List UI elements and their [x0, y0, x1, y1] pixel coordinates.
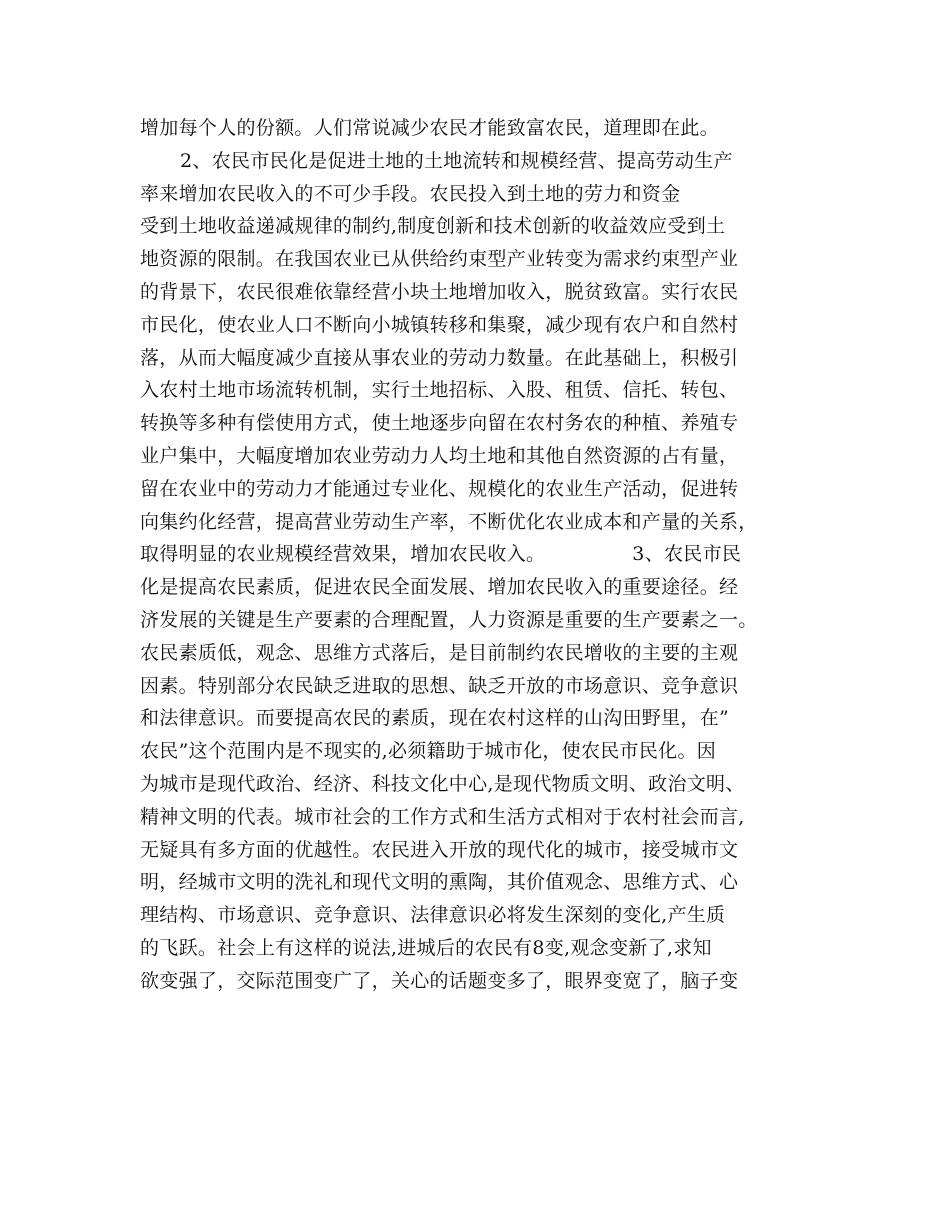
text-line: 和法律意识。而要提高农民的素质，现在农村这样的山沟田野里，在”	[140, 707, 730, 730]
text-line: 农民素质低，观念、思维方式落后，是目前制约农民增收的主要的主观	[140, 641, 739, 664]
text-line: 济发展的关键是生产要素的合理配置，人力资源是重要的生产要素之一。	[140, 608, 758, 631]
text-line: 理结构、市场意识、竞争意识、法律意识必将发生深刻的变化,产生质	[140, 904, 726, 927]
text-line: 取得明显的农业规模经营效果，增加农民收入。 3、农民市民	[140, 543, 742, 566]
text-line: 受到土地收益递减规律的制约,制度创新和技术创新的收益效应受到土	[140, 215, 726, 238]
text-line: 落，从而大幅度减少直接从事农业的劳动力数量。在此基础上，积极引	[140, 346, 739, 369]
text-line: 留在农业中的劳动力才能通过专业化、规模化的农业生产活动，促进转	[140, 477, 739, 500]
text-line: 农民”这个范围内是不现实的,必须籍助于城市化，使农民市民化。因	[140, 740, 717, 763]
paragraph-start-line: 2、农民市民化是促进土地的土地流转和规模经营、提高劳动生产	[180, 149, 733, 172]
text-line: 无疑具有多方面的优越性。农民进入开放的现代化的城市，接受城市文	[140, 838, 739, 861]
text-line: 地资源的限制。在我国农业已从供给约束型产业转变为需求约束型产业	[140, 248, 739, 271]
text-line: 业户集中，大幅度增加农业劳动力人均土地和其他自然资源的占有量，	[140, 444, 739, 467]
text-line: 的飞跃。社会上有这样的说法,进城后的农民有8变,观念变新了,求知	[140, 936, 712, 959]
text-line: 转换等多种有偿使用方式，使土地逐步向留在农村务农的种植、养殖专	[140, 412, 739, 435]
text-line: 率来增加农民收入的不可少手段。农民投入到土地的劳力和资金	[140, 182, 681, 205]
text-line: 明，经城市文明的洗礼和现代文明的熏陶，其价值观念、思维方式、心	[140, 871, 739, 894]
text-line: 入农村土地市场流转机制，实行土地招标、入股、租赁、信托、转包、	[140, 379, 739, 402]
text-line: 的背景下，农民很难依靠经营小块土地增加收入，脱贫致富。实行农民	[140, 280, 739, 303]
text-line: 欲变强了，交际范围变广了，关心的话题变多了，眼界变宽了，脑子变	[140, 969, 739, 992]
text-line: 精神文明的代表。城市社会的工作方式和生活方式相对于农村社会而言,	[140, 805, 745, 828]
text-line: 因素。特别部分农民缺乏进取的思想、缺乏开放的市场意识、竞争意识	[140, 674, 739, 697]
text-line: 市民化，使农业人口不断向小城镇转移和集聚，减少现有农户和自然村	[140, 313, 739, 336]
text-line: 化是提高农民素质，促进农民全面发展、增加农民收入的重要途径。经	[140, 576, 739, 599]
text-line: 为城市是现代政治、经济、科技文化中心,是现代物质文明、政治文明、	[140, 772, 745, 795]
body-text	[140, 112, 840, 998]
text-line: 增加每个人的份额。人们常说减少农民才能致富农民，道理即在此。	[140, 117, 720, 139]
text-line: 向集约化经营，提高营业劳动生产率，不断优化农业成本和产量的关系，	[140, 510, 758, 533]
